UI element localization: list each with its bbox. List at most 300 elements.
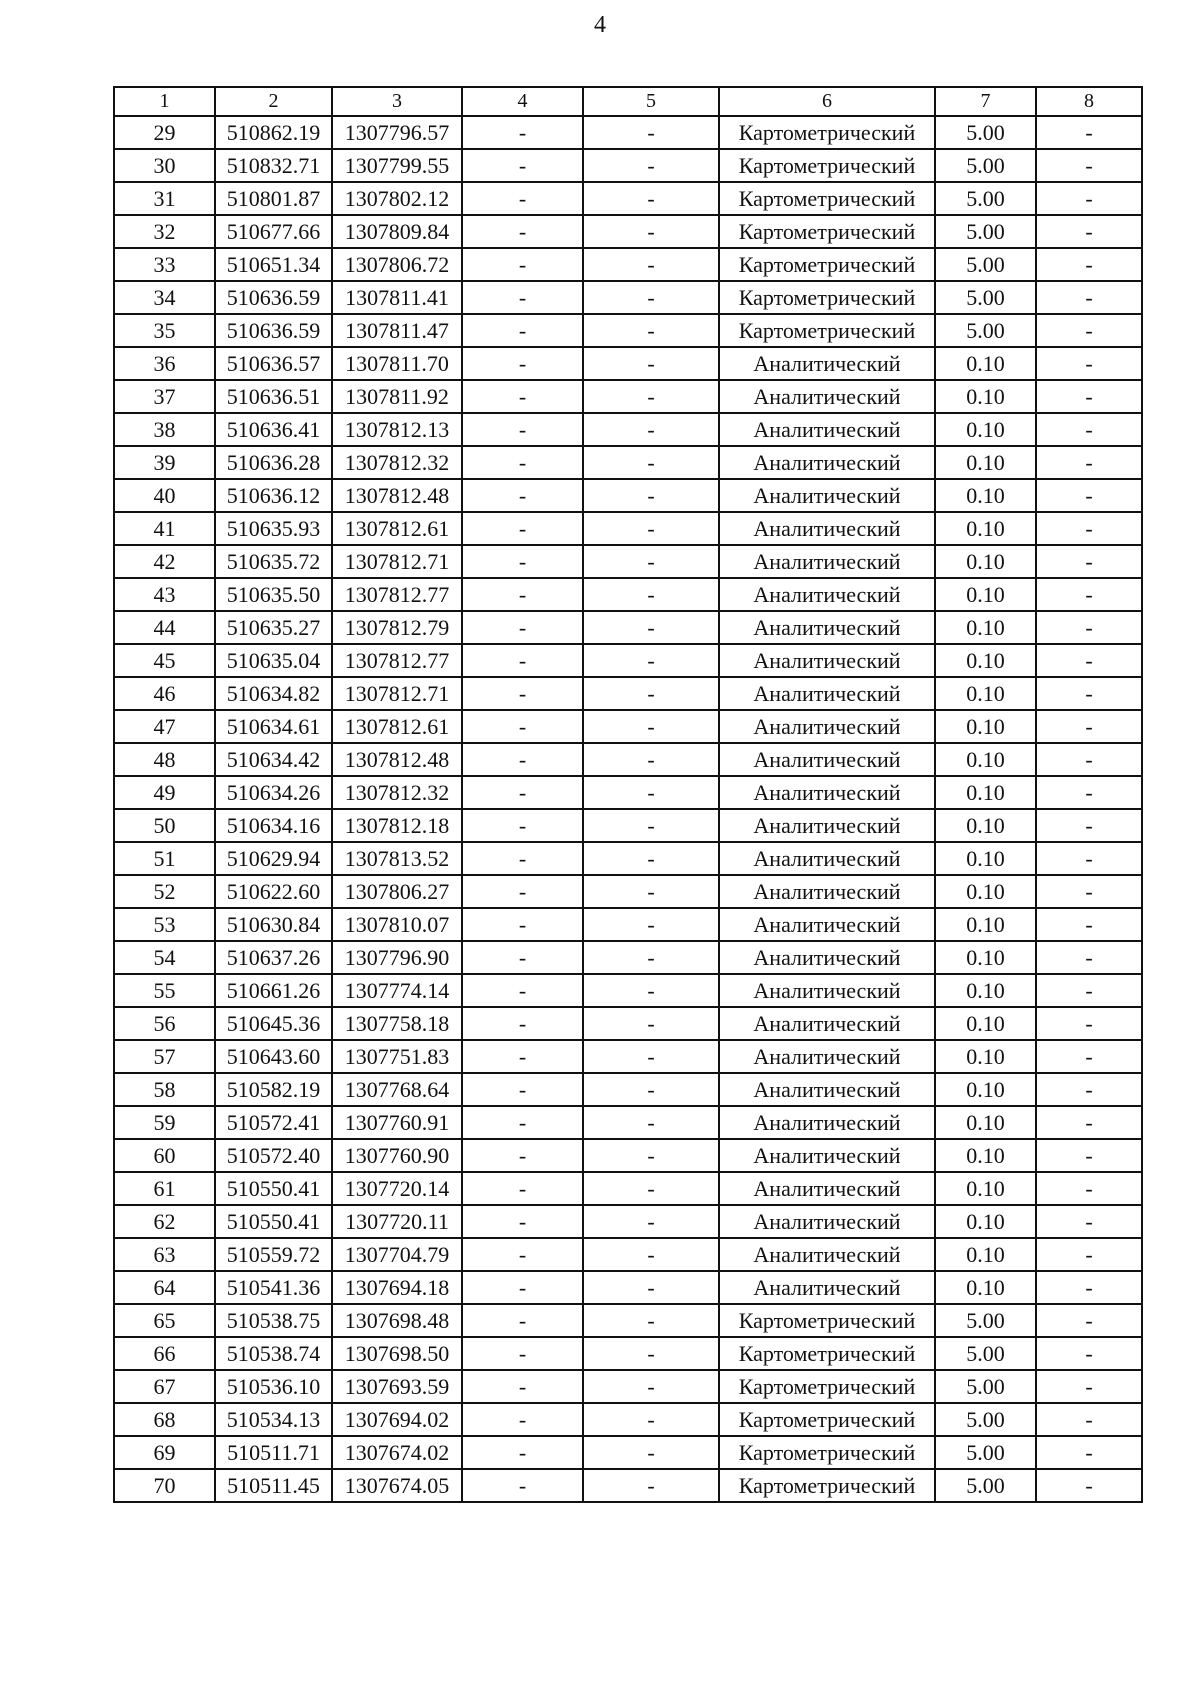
- column-5-cell: -: [583, 1436, 719, 1469]
- x-coordinate-cell: 510634.26: [215, 776, 332, 809]
- x-coordinate-cell: 510636.12: [215, 479, 332, 512]
- column-4-cell: -: [462, 1172, 583, 1205]
- column-4-cell: -: [462, 512, 583, 545]
- method-cell: Аналитический: [719, 380, 935, 413]
- column-8-cell: -: [1036, 149, 1142, 182]
- y-coordinate-cell: 1307812.48: [332, 479, 462, 512]
- accuracy-cell: 0.10: [935, 1106, 1036, 1139]
- method-cell: Аналитический: [719, 644, 935, 677]
- column-8-cell: -: [1036, 644, 1142, 677]
- column-5-cell: -: [583, 545, 719, 578]
- column-5-cell: -: [583, 413, 719, 446]
- y-coordinate-cell: 1307768.64: [332, 1073, 462, 1106]
- method-cell: Аналитический: [719, 611, 935, 644]
- y-coordinate-cell: 1307811.70: [332, 347, 462, 380]
- column-4-cell: -: [462, 545, 583, 578]
- column-5-cell: -: [583, 1337, 719, 1370]
- accuracy-cell: 5.00: [935, 314, 1036, 347]
- column-4-cell: -: [462, 116, 583, 149]
- x-coordinate-cell: 510550.41: [215, 1172, 332, 1205]
- column-5-cell: -: [583, 281, 719, 314]
- column-5-cell: -: [583, 644, 719, 677]
- column-5-cell: -: [583, 611, 719, 644]
- column-header: 2: [215, 87, 332, 116]
- column-header: 8: [1036, 87, 1142, 116]
- x-coordinate-cell: 510661.26: [215, 974, 332, 1007]
- accuracy-cell: 0.10: [935, 743, 1036, 776]
- point-number-cell: 29: [114, 116, 215, 149]
- column-5-cell: -: [583, 1370, 719, 1403]
- table-row: [114, 875, 1142, 908]
- column-5-cell: -: [583, 446, 719, 479]
- column-8-cell: -: [1036, 446, 1142, 479]
- method-cell: Аналитический: [719, 1106, 935, 1139]
- column-4-cell: -: [462, 1238, 583, 1271]
- column-4-cell: -: [462, 1271, 583, 1304]
- column-5-cell: -: [583, 941, 719, 974]
- column-4-cell: -: [462, 1304, 583, 1337]
- method-cell: Аналитический: [719, 1205, 935, 1238]
- x-coordinate-cell: 510636.57: [215, 347, 332, 380]
- method-cell: Аналитический: [719, 545, 935, 578]
- column-8-cell: -: [1036, 1139, 1142, 1172]
- column-header: 4: [462, 87, 583, 116]
- column-5-cell: -: [583, 842, 719, 875]
- accuracy-cell: 0.10: [935, 710, 1036, 743]
- method-cell: Аналитический: [719, 1139, 935, 1172]
- y-coordinate-cell: 1307812.77: [332, 578, 462, 611]
- column-8-cell: -: [1036, 380, 1142, 413]
- column-5-cell: -: [583, 743, 719, 776]
- column-5-cell: -: [583, 1403, 719, 1436]
- accuracy-cell: 0.10: [935, 1271, 1036, 1304]
- point-number-cell: 60: [114, 1139, 215, 1172]
- accuracy-cell: 0.10: [935, 941, 1036, 974]
- accuracy-cell: 5.00: [935, 281, 1036, 314]
- column-4-cell: -: [462, 248, 583, 281]
- column-5-cell: -: [583, 1073, 719, 1106]
- column-5-cell: -: [583, 908, 719, 941]
- y-coordinate-cell: 1307809.84: [332, 215, 462, 248]
- x-coordinate-cell: 510634.16: [215, 809, 332, 842]
- column-8-cell: -: [1036, 1007, 1142, 1040]
- point-number-cell: 66: [114, 1337, 215, 1370]
- column-8-cell: -: [1036, 1238, 1142, 1271]
- x-coordinate-cell: 510651.34: [215, 248, 332, 281]
- method-cell: Картометрический: [719, 1436, 935, 1469]
- table-row: [114, 512, 1142, 545]
- table-row: [114, 1073, 1142, 1106]
- x-coordinate-cell: 510832.71: [215, 149, 332, 182]
- point-number-cell: 32: [114, 215, 215, 248]
- accuracy-cell: 5.00: [935, 1403, 1036, 1436]
- column-4-cell: -: [462, 446, 583, 479]
- point-number-cell: 63: [114, 1238, 215, 1271]
- column-4-cell: -: [462, 1436, 583, 1469]
- column-4-cell: -: [462, 611, 583, 644]
- point-number-cell: 55: [114, 974, 215, 1007]
- point-number-cell: 30: [114, 149, 215, 182]
- table-row: [114, 1271, 1142, 1304]
- point-number-cell: 67: [114, 1370, 215, 1403]
- column-header: 6: [719, 87, 935, 116]
- method-cell: Аналитический: [719, 479, 935, 512]
- column-4-cell: -: [462, 1469, 583, 1502]
- accuracy-cell: 0.10: [935, 1238, 1036, 1271]
- table-row: [114, 446, 1142, 479]
- accuracy-cell: 0.10: [935, 545, 1036, 578]
- column-8-cell: -: [1036, 545, 1142, 578]
- column-4-cell: -: [462, 281, 583, 314]
- method-cell: Аналитический: [719, 710, 935, 743]
- point-number-cell: 61: [114, 1172, 215, 1205]
- column-8-cell: -: [1036, 1403, 1142, 1436]
- accuracy-cell: 5.00: [935, 1370, 1036, 1403]
- accuracy-cell: 0.10: [935, 380, 1036, 413]
- method-cell: Картометрический: [719, 149, 935, 182]
- point-number-cell: 57: [114, 1040, 215, 1073]
- method-cell: Аналитический: [719, 446, 935, 479]
- y-coordinate-cell: 1307694.18: [332, 1271, 462, 1304]
- accuracy-cell: 0.10: [935, 1007, 1036, 1040]
- table-row: [114, 1106, 1142, 1139]
- column-5-cell: -: [583, 1040, 719, 1073]
- accuracy-cell: 5.00: [935, 1304, 1036, 1337]
- x-coordinate-cell: 510643.60: [215, 1040, 332, 1073]
- x-coordinate-cell: 510511.71: [215, 1436, 332, 1469]
- table-row: [114, 1040, 1142, 1073]
- point-number-cell: 68: [114, 1403, 215, 1436]
- column-4-cell: -: [462, 182, 583, 215]
- x-coordinate-cell: 510550.41: [215, 1205, 332, 1238]
- accuracy-cell: 0.10: [935, 347, 1036, 380]
- accuracy-cell: 0.10: [935, 974, 1036, 1007]
- point-number-cell: 49: [114, 776, 215, 809]
- y-coordinate-cell: 1307704.79: [332, 1238, 462, 1271]
- y-coordinate-cell: 1307812.48: [332, 743, 462, 776]
- x-coordinate-cell: 510622.60: [215, 875, 332, 908]
- y-coordinate-cell: 1307698.48: [332, 1304, 462, 1337]
- table-row: [114, 842, 1142, 875]
- point-number-cell: 38: [114, 413, 215, 446]
- table-row: [114, 677, 1142, 710]
- column-4-cell: -: [462, 347, 583, 380]
- y-coordinate-cell: 1307812.71: [332, 677, 462, 710]
- method-cell: Картометрический: [719, 182, 935, 215]
- column-8-cell: -: [1036, 413, 1142, 446]
- method-cell: Аналитический: [719, 743, 935, 776]
- method-cell: Аналитический: [719, 842, 935, 875]
- x-coordinate-cell: 510635.04: [215, 644, 332, 677]
- point-number-cell: 54: [114, 941, 215, 974]
- column-4-cell: -: [462, 1337, 583, 1370]
- point-number-cell: 53: [114, 908, 215, 941]
- method-cell: Картометрический: [719, 1304, 935, 1337]
- method-cell: Картометрический: [719, 314, 935, 347]
- column-4-cell: -: [462, 677, 583, 710]
- x-coordinate-cell: 510635.27: [215, 611, 332, 644]
- column-8-cell: -: [1036, 1073, 1142, 1106]
- table-row: [114, 248, 1142, 281]
- x-coordinate-cell: 510634.82: [215, 677, 332, 710]
- y-coordinate-cell: 1307811.92: [332, 380, 462, 413]
- column-8-cell: -: [1036, 578, 1142, 611]
- column-8-cell: -: [1036, 743, 1142, 776]
- column-8-cell: -: [1036, 809, 1142, 842]
- column-5-cell: -: [583, 1139, 719, 1172]
- point-number-cell: 62: [114, 1205, 215, 1238]
- column-4-cell: -: [462, 578, 583, 611]
- y-coordinate-cell: 1307810.07: [332, 908, 462, 941]
- method-cell: Картометрический: [719, 248, 935, 281]
- table-row: [114, 1370, 1142, 1403]
- column-4-cell: -: [462, 314, 583, 347]
- method-cell: Аналитический: [719, 677, 935, 710]
- column-4-cell: -: [462, 215, 583, 248]
- table-row: [114, 413, 1142, 446]
- accuracy-cell: 0.10: [935, 1172, 1036, 1205]
- y-coordinate-cell: 1307720.14: [332, 1172, 462, 1205]
- x-coordinate-cell: 510572.40: [215, 1139, 332, 1172]
- column-header: 3: [332, 87, 462, 116]
- column-8-cell: -: [1036, 941, 1142, 974]
- column-4-cell: -: [462, 908, 583, 941]
- accuracy-cell: 5.00: [935, 248, 1036, 281]
- point-number-cell: 44: [114, 611, 215, 644]
- column-8-cell: -: [1036, 182, 1142, 215]
- column-8-cell: -: [1036, 1337, 1142, 1370]
- point-number-cell: 64: [114, 1271, 215, 1304]
- x-coordinate-cell: 510635.93: [215, 512, 332, 545]
- x-coordinate-cell: 510559.72: [215, 1238, 332, 1271]
- column-4-cell: -: [462, 941, 583, 974]
- table-row: [114, 182, 1142, 215]
- column-8-cell: -: [1036, 314, 1142, 347]
- method-cell: Картометрический: [719, 1337, 935, 1370]
- x-coordinate-cell: 510534.13: [215, 1403, 332, 1436]
- table-row: [114, 809, 1142, 842]
- column-8-cell: -: [1036, 611, 1142, 644]
- accuracy-cell: 0.10: [935, 1073, 1036, 1106]
- x-coordinate-cell: 510634.42: [215, 743, 332, 776]
- point-number-cell: 69: [114, 1436, 215, 1469]
- column-4-cell: -: [462, 380, 583, 413]
- column-header: 1: [114, 87, 215, 116]
- x-coordinate-cell: 510636.41: [215, 413, 332, 446]
- table-row: [114, 578, 1142, 611]
- table-row: [114, 215, 1142, 248]
- column-5-cell: -: [583, 347, 719, 380]
- point-number-cell: 59: [114, 1106, 215, 1139]
- column-5-cell: -: [583, 710, 719, 743]
- method-cell: Аналитический: [719, 512, 935, 545]
- x-coordinate-cell: 510536.10: [215, 1370, 332, 1403]
- point-number-cell: 51: [114, 842, 215, 875]
- table-row: [114, 710, 1142, 743]
- column-4-cell: -: [462, 1040, 583, 1073]
- column-4-cell: -: [462, 842, 583, 875]
- method-cell: Аналитический: [719, 1007, 935, 1040]
- column-4-cell: -: [462, 974, 583, 1007]
- accuracy-cell: 0.10: [935, 512, 1036, 545]
- method-cell: Аналитический: [719, 578, 935, 611]
- column-8-cell: -: [1036, 1172, 1142, 1205]
- column-4-cell: -: [462, 1073, 583, 1106]
- column-5-cell: -: [583, 1007, 719, 1040]
- point-number-cell: 39: [114, 446, 215, 479]
- column-8-cell: -: [1036, 1304, 1142, 1337]
- x-coordinate-cell: 510636.28: [215, 446, 332, 479]
- point-number-cell: 35: [114, 314, 215, 347]
- method-cell: Аналитический: [719, 347, 935, 380]
- column-5-cell: -: [583, 875, 719, 908]
- column-4-cell: -: [462, 1106, 583, 1139]
- column-5-cell: -: [583, 974, 719, 1007]
- table-row: [114, 1238, 1142, 1271]
- accuracy-cell: 5.00: [935, 1337, 1036, 1370]
- point-number-cell: 45: [114, 644, 215, 677]
- method-cell: Аналитический: [719, 1271, 935, 1304]
- column-8-cell: -: [1036, 776, 1142, 809]
- table-row: [114, 974, 1142, 1007]
- y-coordinate-cell: 1307720.11: [332, 1205, 462, 1238]
- table-row: [114, 1436, 1142, 1469]
- table-row: [114, 611, 1142, 644]
- accuracy-cell: 5.00: [935, 182, 1036, 215]
- table-row: [114, 1469, 1142, 1502]
- column-8-cell: -: [1036, 479, 1142, 512]
- accuracy-cell: 0.10: [935, 677, 1036, 710]
- column-header: 7: [935, 87, 1036, 116]
- point-number-cell: 31: [114, 182, 215, 215]
- point-number-cell: 40: [114, 479, 215, 512]
- column-4-cell: -: [462, 1007, 583, 1040]
- column-5-cell: -: [583, 512, 719, 545]
- accuracy-cell: 5.00: [935, 1469, 1036, 1502]
- method-cell: Аналитический: [719, 809, 935, 842]
- table-row: [114, 644, 1142, 677]
- method-cell: Аналитический: [719, 974, 935, 1007]
- x-coordinate-cell: 510634.61: [215, 710, 332, 743]
- y-coordinate-cell: 1307806.72: [332, 248, 462, 281]
- column-5-cell: -: [583, 380, 719, 413]
- x-coordinate-cell: 510862.19: [215, 116, 332, 149]
- point-number-cell: 33: [114, 248, 215, 281]
- column-5-cell: -: [583, 215, 719, 248]
- column-5-cell: -: [583, 1271, 719, 1304]
- column-5-cell: -: [583, 1469, 719, 1502]
- column-5-cell: -: [583, 776, 719, 809]
- y-coordinate-cell: 1307674.02: [332, 1436, 462, 1469]
- column-8-cell: -: [1036, 1436, 1142, 1469]
- column-4-cell: -: [462, 1403, 583, 1436]
- accuracy-cell: 0.10: [935, 611, 1036, 644]
- column-8-cell: -: [1036, 215, 1142, 248]
- x-coordinate-cell: 510572.41: [215, 1106, 332, 1139]
- accuracy-cell: 0.10: [935, 1040, 1036, 1073]
- point-number-cell: 65: [114, 1304, 215, 1337]
- accuracy-cell: 0.10: [935, 413, 1036, 446]
- accuracy-cell: 5.00: [935, 149, 1036, 182]
- table-row: [114, 1304, 1142, 1337]
- y-coordinate-cell: 1307796.90: [332, 941, 462, 974]
- column-8-cell: -: [1036, 281, 1142, 314]
- y-coordinate-cell: 1307758.18: [332, 1007, 462, 1040]
- point-number-cell: 34: [114, 281, 215, 314]
- column-5-cell: -: [583, 1304, 719, 1337]
- table-body: [114, 116, 1142, 1502]
- table-row: [114, 380, 1142, 413]
- column-5-cell: -: [583, 1238, 719, 1271]
- y-coordinate-cell: 1307812.32: [332, 446, 462, 479]
- column-4-cell: -: [462, 776, 583, 809]
- point-number-cell: 41: [114, 512, 215, 545]
- table-row: [114, 347, 1142, 380]
- column-4-cell: -: [462, 149, 583, 182]
- y-coordinate-cell: 1307694.02: [332, 1403, 462, 1436]
- column-4-cell: -: [462, 644, 583, 677]
- y-coordinate-cell: 1307774.14: [332, 974, 462, 1007]
- accuracy-cell: 5.00: [935, 116, 1036, 149]
- y-coordinate-cell: 1307799.55: [332, 149, 462, 182]
- x-coordinate-cell: 510635.50: [215, 578, 332, 611]
- table-row: [114, 908, 1142, 941]
- y-coordinate-cell: 1307811.47: [332, 314, 462, 347]
- column-8-cell: -: [1036, 512, 1142, 545]
- column-5-cell: -: [583, 578, 719, 611]
- x-coordinate-cell: 510636.59: [215, 281, 332, 314]
- method-cell: Картометрический: [719, 1403, 935, 1436]
- accuracy-cell: 0.10: [935, 842, 1036, 875]
- table-header-row: [114, 87, 1142, 116]
- column-5-cell: -: [583, 1106, 719, 1139]
- y-coordinate-cell: 1307760.90: [332, 1139, 462, 1172]
- column-5-cell: -: [583, 677, 719, 710]
- x-coordinate-cell: 510630.84: [215, 908, 332, 941]
- x-coordinate-cell: 510801.87: [215, 182, 332, 215]
- y-coordinate-cell: 1307693.59: [332, 1370, 462, 1403]
- column-4-cell: -: [462, 710, 583, 743]
- table-row: [114, 116, 1142, 149]
- y-coordinate-cell: 1307812.61: [332, 512, 462, 545]
- x-coordinate-cell: 510635.72: [215, 545, 332, 578]
- method-cell: Аналитический: [719, 908, 935, 941]
- y-coordinate-cell: 1307811.41: [332, 281, 462, 314]
- method-cell: Картометрический: [719, 1370, 935, 1403]
- y-coordinate-cell: 1307812.13: [332, 413, 462, 446]
- accuracy-cell: 0.10: [935, 776, 1036, 809]
- column-5-cell: -: [583, 182, 719, 215]
- column-5-cell: -: [583, 149, 719, 182]
- y-coordinate-cell: 1307812.79: [332, 611, 462, 644]
- y-coordinate-cell: 1307812.18: [332, 809, 462, 842]
- method-cell: Аналитический: [719, 1238, 935, 1271]
- x-coordinate-cell: 510538.74: [215, 1337, 332, 1370]
- page-number: 4: [594, 12, 606, 38]
- column-4-cell: -: [462, 875, 583, 908]
- method-cell: Аналитический: [719, 413, 935, 446]
- point-number-cell: 37: [114, 380, 215, 413]
- x-coordinate-cell: 510637.26: [215, 941, 332, 974]
- column-header: 5: [583, 87, 719, 116]
- method-cell: Картометрический: [719, 281, 935, 314]
- point-number-cell: 43: [114, 578, 215, 611]
- column-4-cell: -: [462, 743, 583, 776]
- column-5-cell: -: [583, 1172, 719, 1205]
- column-4-cell: -: [462, 1370, 583, 1403]
- point-number-cell: 70: [114, 1469, 215, 1502]
- table-row: [114, 1007, 1142, 1040]
